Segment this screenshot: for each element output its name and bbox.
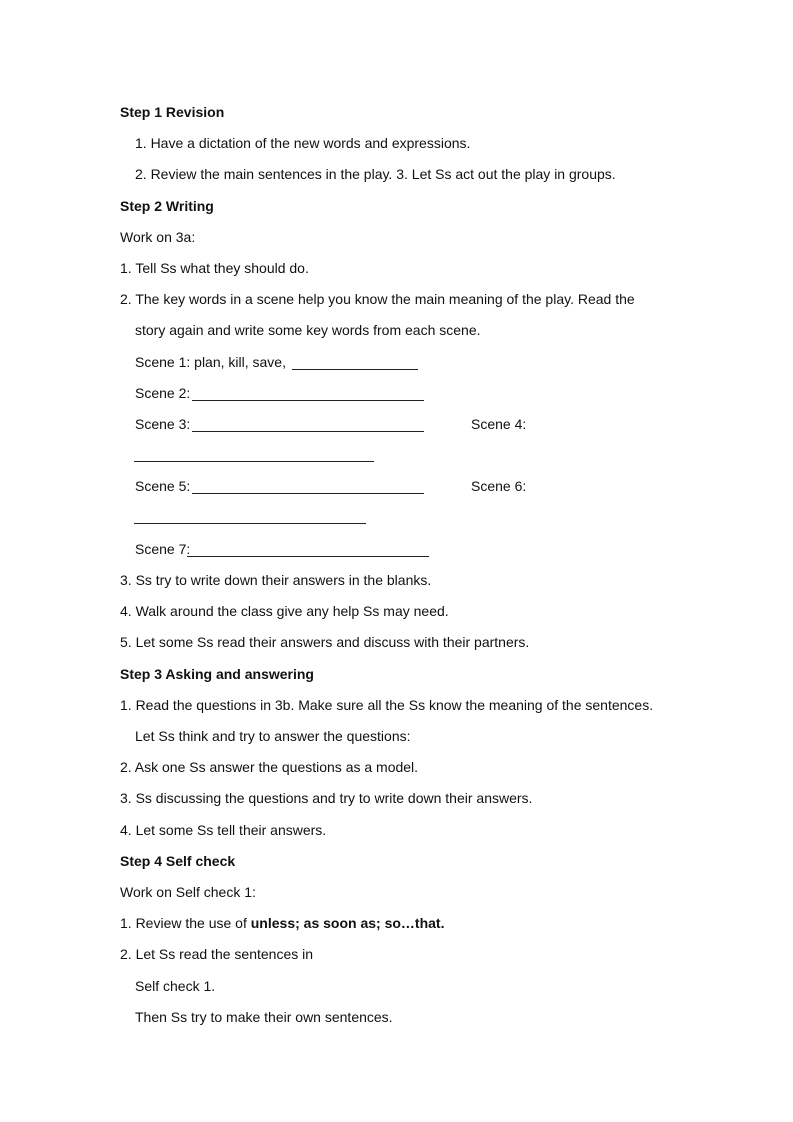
step1-heading: Step 1 Revision xyxy=(120,104,225,120)
step3-item1-line1: 1. Read the questions in 3b. Make sure all the Ss know the meaning of the sentences. xyxy=(120,697,654,713)
step2-work-on: Work on 3a: xyxy=(120,229,196,245)
step3-item4: 4. Let some Ss tell their answers. xyxy=(120,822,327,838)
step4-work-on: Work on Self check 1: xyxy=(120,884,256,900)
step1-item1: 1. Have a dictation of the new words and expressions. xyxy=(135,135,471,151)
step4-item1-text: 1. Review the use of xyxy=(120,915,251,931)
scene5-blank xyxy=(192,493,424,494)
step4-heading: Step 4 Self check xyxy=(120,853,236,869)
scene4-blank xyxy=(134,461,374,462)
step2-item4: 4. Walk around the class give any help Ss may need. xyxy=(120,603,449,619)
step4-item2-line1: 2. Let Ss read the sentences in xyxy=(120,946,314,962)
scene4-label: Scene 4: xyxy=(471,416,527,432)
scene1-blank xyxy=(292,369,418,370)
step2-item5: 5. Let some Ss read their answers and discuss with their partners. xyxy=(120,634,530,650)
scene5-label: Scene 5: xyxy=(135,478,191,494)
scene7-blank xyxy=(187,556,429,557)
step2-item2-line2: story again and write some key words from each scene. xyxy=(135,322,481,338)
step3-item3: 3. Ss discussing the questions and try to write down their answers. xyxy=(120,790,533,806)
step2-heading: Step 2 Writing xyxy=(120,198,214,214)
step4-item1-keywords: unless; as soon as; so…that. xyxy=(250,915,445,931)
scene2-label: Scene 2: xyxy=(135,385,191,401)
step2-item3: 3. Ss try to write down their answers in the blanks. xyxy=(120,572,432,588)
step2-item1: 1. Tell Ss what they should do. xyxy=(120,260,309,276)
step4-item2-line2: Self check 1. xyxy=(135,978,216,994)
step3-item1-line2: Let Ss think and try to answer the questions: xyxy=(135,728,411,744)
scene6-blank xyxy=(134,523,366,524)
scene3-label: Scene 3: xyxy=(135,416,191,432)
scene1-label: Scene 1: plan, kill, save, xyxy=(135,354,286,370)
scene3-blank xyxy=(192,431,424,432)
step3-item2: 2. Ask one Ss answer the questions as a model. xyxy=(120,759,419,775)
scene2-blank xyxy=(192,400,424,401)
step3-heading: Step 3 Asking and answering xyxy=(120,666,314,682)
scene6-label: Scene 6: xyxy=(471,478,527,494)
step2-item2-line1: 2. The key words in a scene help you know the main meaning of the play. Read the xyxy=(120,291,635,307)
step4-item2-line3: Then Ss try to make their own sentences. xyxy=(135,1009,393,1025)
step4-item1 xyxy=(120,914,444,932)
step1-item2: 2. Review the main sentences in the play. 3. Let Ss act out the play in groups. xyxy=(135,166,616,182)
scene7-label: Scene 7: xyxy=(135,541,191,557)
